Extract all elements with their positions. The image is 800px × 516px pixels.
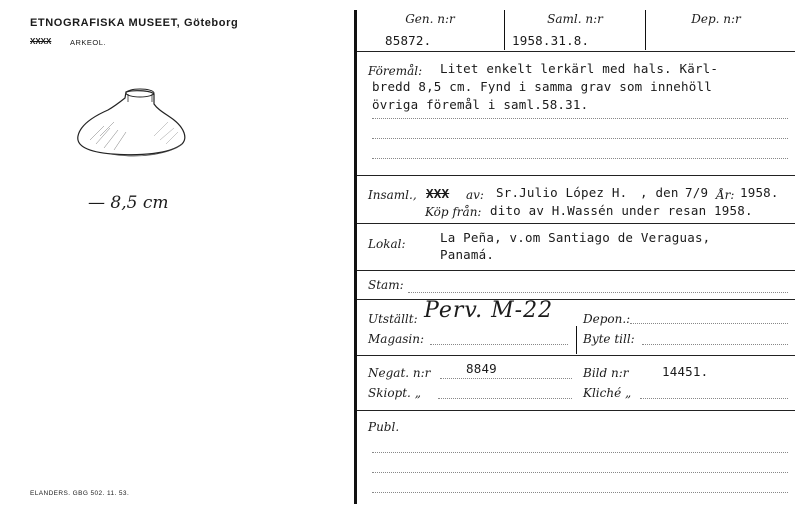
publ-dots-1	[372, 452, 788, 453]
publ-dots-3	[372, 492, 788, 493]
insaml-av-label: av:	[466, 188, 484, 202]
size-annotation: — 8,5 cm	[88, 193, 169, 213]
byte-separator	[576, 326, 577, 354]
depon-dots	[630, 323, 788, 324]
foremal-label: Föremål:	[368, 64, 423, 78]
byte-label: Byte till:	[583, 332, 635, 346]
museum-name: ETNOGRAFISKA MUSEET, Göteborg	[30, 17, 239, 29]
foremal-line-3: övriga föremål i saml.58.31.	[372, 97, 589, 112]
magasin-label: Magasin:	[368, 332, 425, 346]
kliche-dots	[640, 398, 788, 399]
stam-dots	[408, 292, 788, 293]
insaml-label: Insaml.,	[368, 188, 417, 202]
depon-label: Depon.:	[583, 312, 631, 326]
negat-dots	[440, 378, 572, 379]
kop-value: dito av H.Wassén under resan 1958.	[490, 203, 753, 218]
skiopt-label: Skiopt. „	[368, 386, 421, 400]
kop-label: Köp från:	[425, 205, 482, 219]
lokal-line-1: La Peña, v.om Santiago de Veraguas,	[440, 230, 711, 245]
collection-year: 1958.	[740, 185, 779, 200]
saml-value: 1958.31.8.	[512, 33, 590, 48]
struck-department: XXXX	[30, 37, 52, 46]
rule-stam	[357, 299, 795, 300]
gen-value: 85872.	[385, 33, 432, 48]
negat-label: Negat. n:r	[368, 366, 431, 380]
negat-value: 8849	[466, 361, 497, 376]
foremal-line-1: Litet enkelt lerkärl med hals. Kärl-	[440, 61, 719, 76]
card-divider	[354, 10, 357, 504]
bild-value: 14451.	[662, 364, 709, 379]
ar-label: År:	[716, 188, 735, 202]
utstallt-label: Utställt:	[368, 312, 418, 326]
gen-label: Gen. n:r	[405, 12, 455, 26]
foremal-dots-2	[372, 138, 788, 139]
rule-magasin	[357, 355, 795, 356]
foremal-dots-1	[372, 118, 788, 119]
stam-label: Stam:	[368, 278, 404, 292]
rule-lokal	[357, 270, 795, 271]
rule-foremal	[357, 175, 795, 176]
collector-name: Sr.Julio López H.	[496, 185, 628, 200]
publ-dots-2	[372, 472, 788, 473]
dep-label: Dep. n:r	[691, 12, 741, 26]
rule-insamling	[357, 223, 795, 224]
lokal-line-2: Panamá.	[440, 247, 495, 262]
publ-label: Publ.	[368, 420, 400, 434]
vessel-sketch	[70, 82, 205, 162]
magasin-dots	[430, 344, 568, 345]
utstallt-value: Perv. M-22	[424, 298, 554, 323]
collection-date: 7/9	[685, 185, 709, 200]
byte-dots	[642, 344, 788, 345]
saml-label: Saml. n:r	[547, 12, 603, 26]
skiopt-dots	[438, 398, 572, 399]
department-label: ARKEOL.	[70, 38, 107, 47]
lokal-label: Lokal:	[368, 237, 406, 251]
den-label: , den	[640, 185, 679, 200]
insaml-struck: XXX	[426, 186, 450, 201]
rule-header	[357, 51, 795, 52]
printer-mark: ELANDERS. GBG 502. 11. 53.	[30, 490, 130, 497]
kliche-label: Kliché „	[583, 386, 632, 400]
bild-label: Bild n:r	[583, 366, 629, 380]
foremal-dots-3	[372, 158, 788, 159]
rule-negat	[357, 410, 795, 411]
foremal-line-2: bredd 8,5 cm. Fynd i samma grav som innehöll	[372, 79, 712, 94]
